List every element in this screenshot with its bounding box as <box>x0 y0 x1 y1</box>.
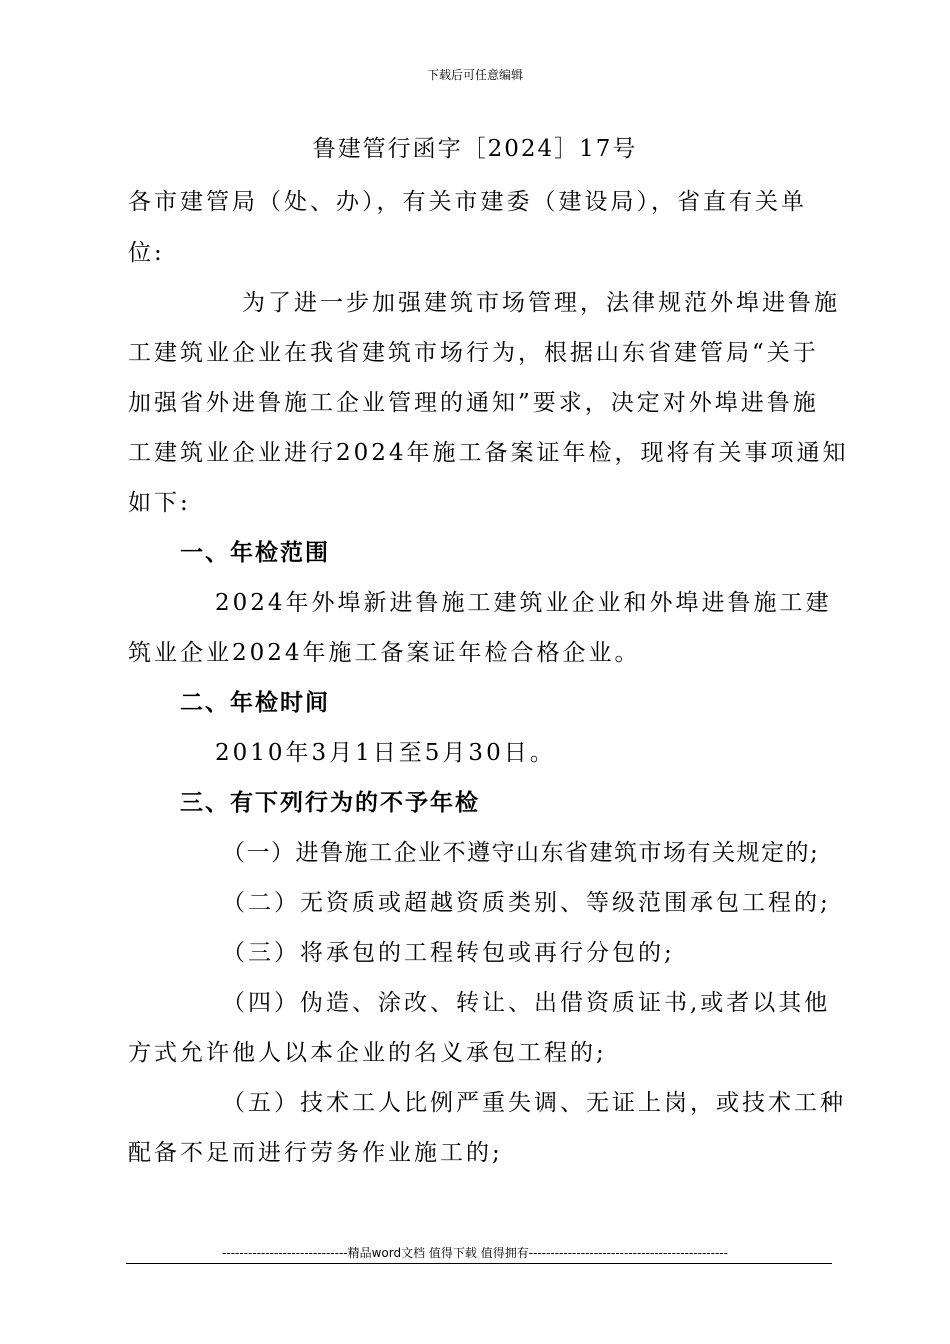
section3-item-continuation: 方式允许他人以本企业的名义承包工程的; <box>128 1040 607 1066</box>
addressee-line-2: 位: <box>128 240 165 266</box>
section1-line: 2024年外埠新进鲁施工建筑业企业和外埠进鲁施工建 <box>215 590 832 616</box>
intro-line: 工建筑业企业在我省建筑市场行为，根据山东省建管局“关于 <box>128 340 819 366</box>
addressee-line-1: 各市建管局（处、办），有关市建委（建设局），省直有关单 <box>128 189 807 215</box>
page-header-note: 下载后可任意编辑 <box>426 68 523 82</box>
section1-line: 筑业企业2024年施工备案证年检合格企业。 <box>128 640 641 666</box>
footer-rule <box>126 1263 832 1264</box>
section-heading-exclusions: 三、有下列行为的不予年检 <box>180 790 480 816</box>
document-title: 鲁建管行函字［2024］17号 <box>312 136 638 162</box>
section-heading-scope: 一、年检范围 <box>180 540 330 566</box>
section3-item-continuation: 配备不足而进行劳务作业施工的; <box>128 1140 503 1166</box>
section-heading-time: 二、年检时间 <box>180 690 330 716</box>
page-footer-note: -----------------------------精品word文档 值得下载 值得拥有---------------------------------------------- <box>222 1246 728 1260</box>
section3-item: （三）将承包的工程转包或再行分包的; <box>222 940 675 966</box>
intro-line: 加强省外进鲁施工企业管理的通知”要求，决定对外埠进鲁施 <box>128 390 819 416</box>
section3-item: （四）伪造、涂改、转让、出借资质证书,或者以其他 <box>222 990 831 1016</box>
section3-item: （一）进鲁施工企业不遵守山东省建筑市场有关规定的; <box>222 840 820 866</box>
intro-line: 如下: <box>128 490 191 516</box>
intro-line: 工建筑业企业进行2024年施工备案证年检，现将有关事项通知 <box>128 440 849 466</box>
section2-line: 2010年3月1日至5月30日。 <box>215 740 556 766</box>
section3-item: （二）无资质或超越资质类别、等级范围承包工程的; <box>222 890 831 916</box>
intro-line: 为了进一步加强建筑市场管理，法律规范外埠进鲁施 <box>242 290 840 316</box>
section3-item: （五）技术工人比例严重失调、无证上岗，或技术工种 <box>222 1090 846 1116</box>
